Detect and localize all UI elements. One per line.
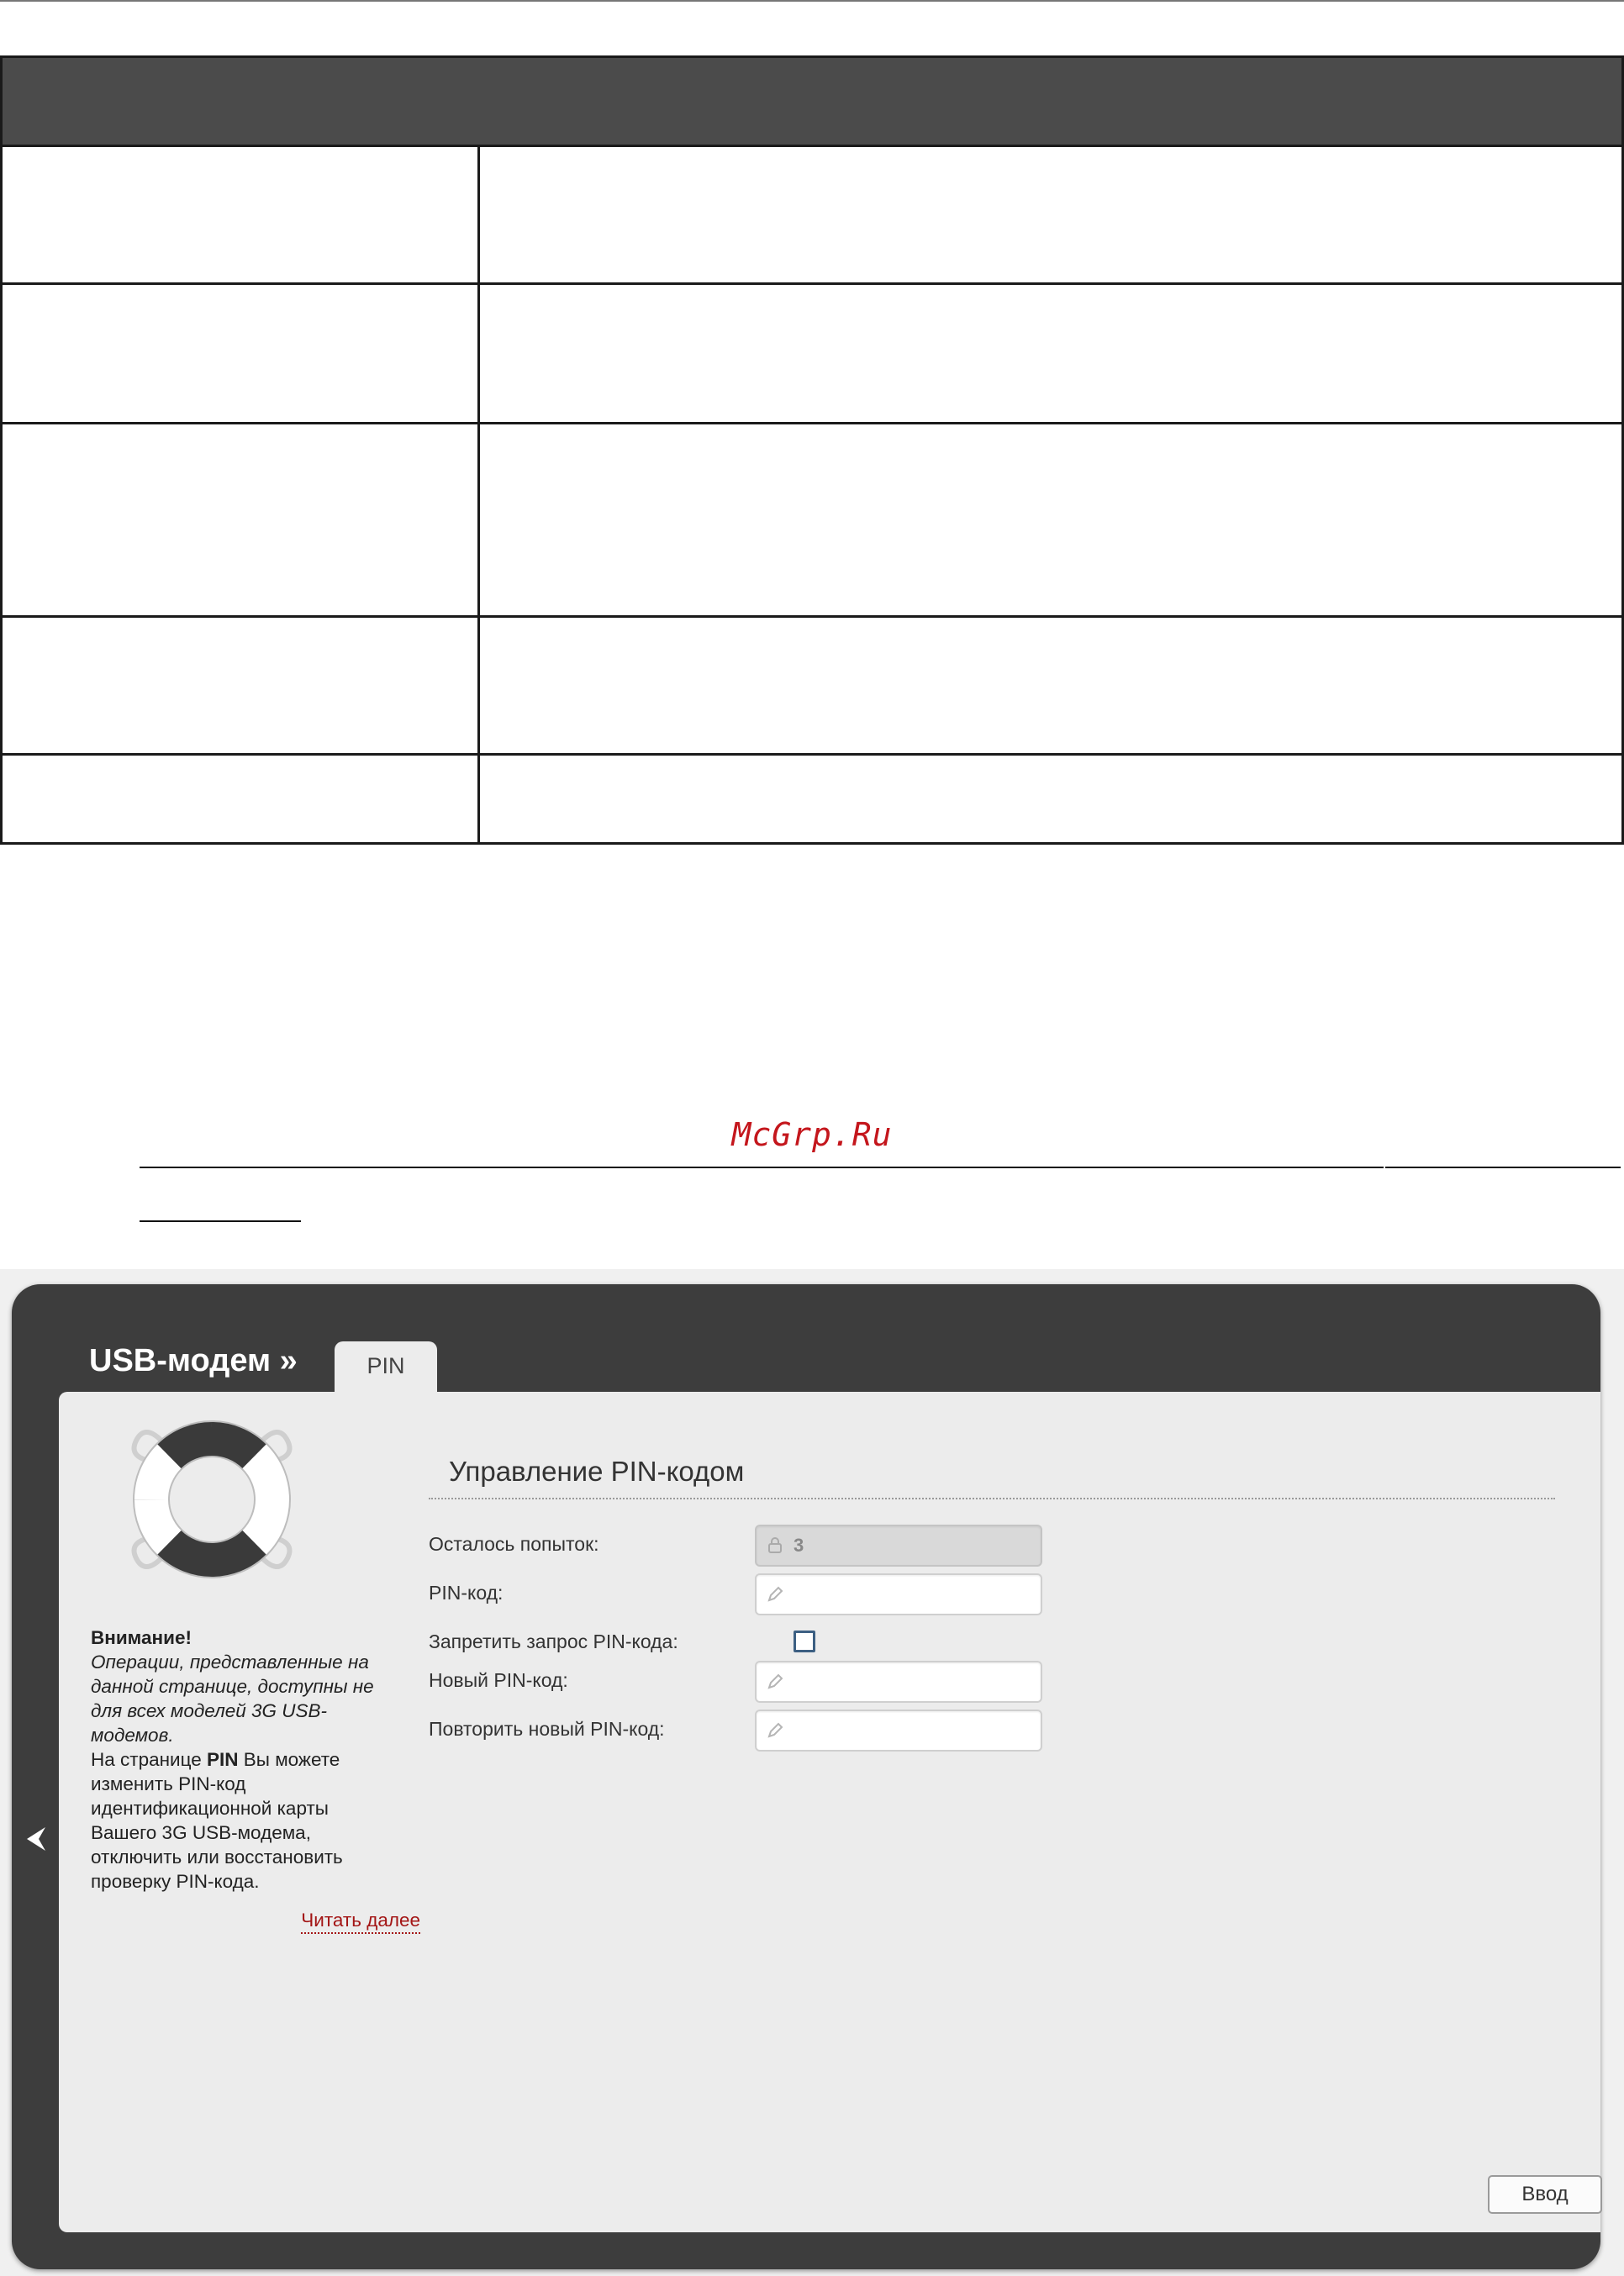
table-cell xyxy=(480,147,1621,282)
table-cell xyxy=(3,285,480,422)
tab-pin[interactable]: PIN xyxy=(335,1341,437,1394)
pin-label: PIN-код: xyxy=(429,1582,504,1604)
help-sidebar xyxy=(91,1625,420,1934)
lifebuoy-icon xyxy=(128,1415,296,1583)
disable-pin-label: Запретить запрос PIN-кода: xyxy=(429,1631,678,1652)
section-divider xyxy=(429,1498,1555,1499)
table-cell xyxy=(3,147,480,282)
warning-title: Внимание! xyxy=(91,1627,192,1648)
new-pin-label: Новый PIN-код: xyxy=(429,1669,568,1691)
table-row xyxy=(3,618,1621,756)
info-text-bold: PIN xyxy=(207,1749,239,1770)
warning-text: Операции, представленные на данной странице, доступны не для всех моделей 3G USB-модемов. xyxy=(91,1652,374,1746)
pencil-icon xyxy=(767,1722,783,1739)
table-cell xyxy=(480,756,1621,842)
router-screenshot xyxy=(0,1269,1624,2276)
table-row xyxy=(3,285,1621,424)
submit-button[interactable]: Ввод xyxy=(1488,2175,1602,2214)
router-shell xyxy=(12,1284,1600,2269)
back-arrow-icon[interactable] xyxy=(20,1822,54,1856)
text-underline xyxy=(1385,1167,1621,1168)
table-row xyxy=(3,147,1621,285)
watermark: McGrp.Ru xyxy=(731,1116,893,1153)
table-cell xyxy=(480,285,1621,422)
text-underline xyxy=(140,1167,1384,1168)
new-pin-input[interactable] xyxy=(755,1661,1042,1703)
table-row xyxy=(3,756,1621,842)
info-text-prefix: На странице xyxy=(91,1749,207,1770)
breadcrumb[interactable]: USB-модем » xyxy=(89,1343,298,1378)
table-cell xyxy=(3,756,480,842)
attempts-field xyxy=(755,1525,1042,1567)
table-cell xyxy=(3,618,480,753)
table-cell xyxy=(480,424,1621,615)
attempts-row xyxy=(429,1525,1101,1568)
info-text xyxy=(91,1747,377,1894)
attempts-label: Осталось попыток: xyxy=(429,1533,599,1555)
content-panel xyxy=(59,1392,1600,2232)
repeat-pin-input[interactable] xyxy=(755,1710,1042,1752)
new-pin-row xyxy=(429,1661,1101,1704)
parameter-table-header xyxy=(3,58,1621,147)
section-title: Управление PIN-кодом xyxy=(449,1456,745,1487)
pin-row xyxy=(429,1573,1101,1617)
pencil-icon xyxy=(767,1673,783,1690)
text-underline xyxy=(140,1220,301,1222)
repeat-pin-row xyxy=(429,1710,1101,1753)
lock-icon xyxy=(767,1537,783,1554)
pin-input[interactable] xyxy=(755,1573,1042,1615)
top-rule xyxy=(0,0,1624,2)
pencil-icon xyxy=(767,1586,783,1603)
read-more-link[interactable]: Читать далее xyxy=(301,1909,420,1934)
disable-pin-row xyxy=(429,1622,1101,1666)
table-row xyxy=(3,424,1621,618)
table-cell xyxy=(3,424,480,615)
parameter-table xyxy=(0,55,1624,845)
disable-pin-checkbox[interactable] xyxy=(794,1631,815,1652)
table-cell xyxy=(480,618,1621,753)
attempts-value: 3 xyxy=(794,1535,804,1556)
info-text-suffix: Вы можете изменить PIN-код идентификационной карты Вашего 3G USB-модема, отключить или восстановить проверку PIN-кода. xyxy=(91,1749,343,1892)
repeat-pin-label: Повторить новый PIN-код: xyxy=(429,1718,665,1740)
